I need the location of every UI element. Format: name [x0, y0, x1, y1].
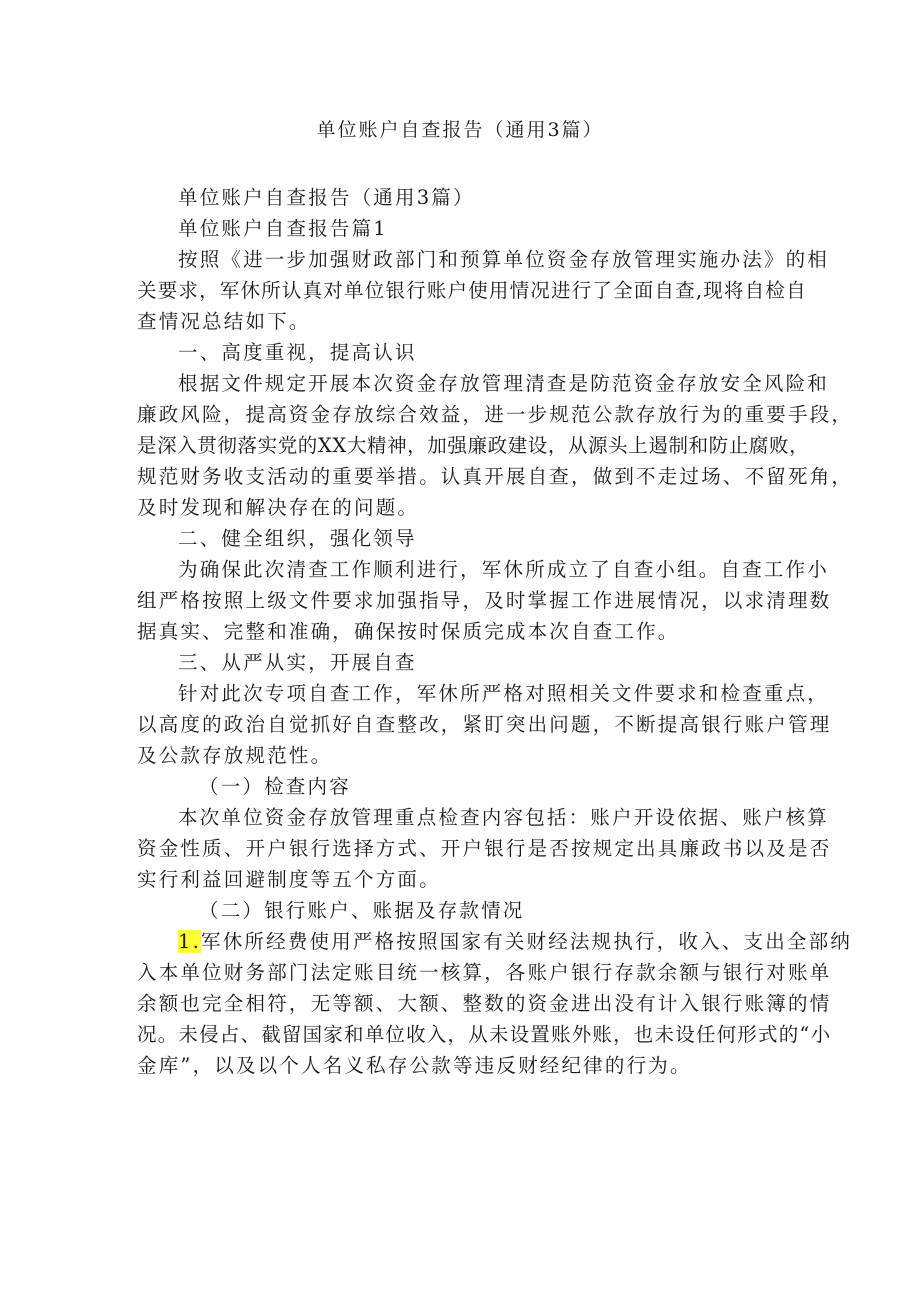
para4-line-1: 本次单位资金存放管理重点检查内容包括：账户开设依据、账户核算	[178, 806, 830, 829]
para5-line-1	[137, 926, 853, 957]
para1-line-2: 廉政风险，提高资金存放综合效益，进一步规范公款存放行为的重要手段，	[137, 403, 854, 426]
subheading-1: （一）检查内容	[199, 775, 351, 798]
document-body	[137, 182, 854, 1081]
intro-line-2: 关要求，军休所认真对单位银行账户使用情况进行了全面自查,现将自检自	[137, 279, 807, 302]
para4-line-2: 资金性质、开户银行选择方式、开户银行是否按规定出具廉政书以及是否	[137, 837, 832, 860]
heading-1: 一、高度重视，提高认识	[178, 341, 417, 364]
highlighted-number: 1.	[178, 930, 202, 953]
para2-line-2: 组严格按照上级文件要求加强指导，及时掌握工作进展情况，以求清理数	[137, 589, 832, 612]
para5-line-2: 入本单位财务部门法定账目统一核算，各账户银行存款余额与银行对账单	[137, 961, 832, 984]
para1-line-3: 是深入贯彻落实党的XX大精神，加强廉政建设，从源头上遏制和防止腐败，	[137, 434, 810, 457]
para2-line-1: 为确保此次清查工作顺利进行，军休所成立了自查小组。自查工作小	[178, 558, 830, 581]
para1-line-5: 及时发现和解决存在的问题。	[137, 496, 420, 519]
intro-line-3: 查情况总结如下。	[137, 310, 311, 333]
subheading-2: （二）银行账户、账据及存款情况	[199, 899, 525, 922]
para3-line-3: 及公款存放规范性。	[137, 744, 333, 767]
document-title: 单位账户自查报告（通用3篇）	[316, 119, 604, 141]
para5-line-5: 金库”，以及以个人名义私存公款等违反财经纪律的行为。	[137, 1054, 692, 1077]
para5-line-3: 余额也完全相符，无等额、大额、整数的资金进出没有计入银行账簿的情	[137, 992, 832, 1015]
para5-line-4: 况。未侵占、截留国家和单位收入，从未设置账外账，也未设任何形式的“小	[137, 1023, 832, 1046]
heading-3: 三、从严从实，开展自查	[178, 651, 417, 674]
para3-line-1: 针对此次专项自查工作，军休所严格对照相关文件要求和检查重点，	[178, 682, 830, 705]
section-title: 单位账户自查报告篇1	[178, 217, 388, 240]
para5-line-1-text: 军休所经费使用严格按照国家有关财经法规执行，收入、支出全部纳	[201, 930, 853, 953]
para3-line-2: 以高度的政治自觉抓好自查整改，紧盯突出问题，不断提高银行账户管理	[137, 713, 832, 736]
intro-line-1: 按照《进一步加强财政部门和预算单位资金存放管理实施办法》的相	[178, 248, 830, 271]
para1-line-4: 规范财务收支活动的重要举措。认真开展自查，做到不走过场、不留死角，	[137, 465, 854, 488]
para2-line-3: 据真实、完整和准确，确保按时保质完成本次自查工作。	[137, 620, 680, 643]
heading-2: 二、健全组织，强化领导	[178, 527, 417, 550]
document-subtitle: 单位账户自查报告（通用3篇）	[178, 186, 475, 209]
para1-line-1: 根据文件规定开展本次资金存放管理清查是防范资金存放安全风险和	[178, 372, 830, 395]
para4-line-3: 实行利益回避制度等五个方面。	[137, 868, 441, 891]
